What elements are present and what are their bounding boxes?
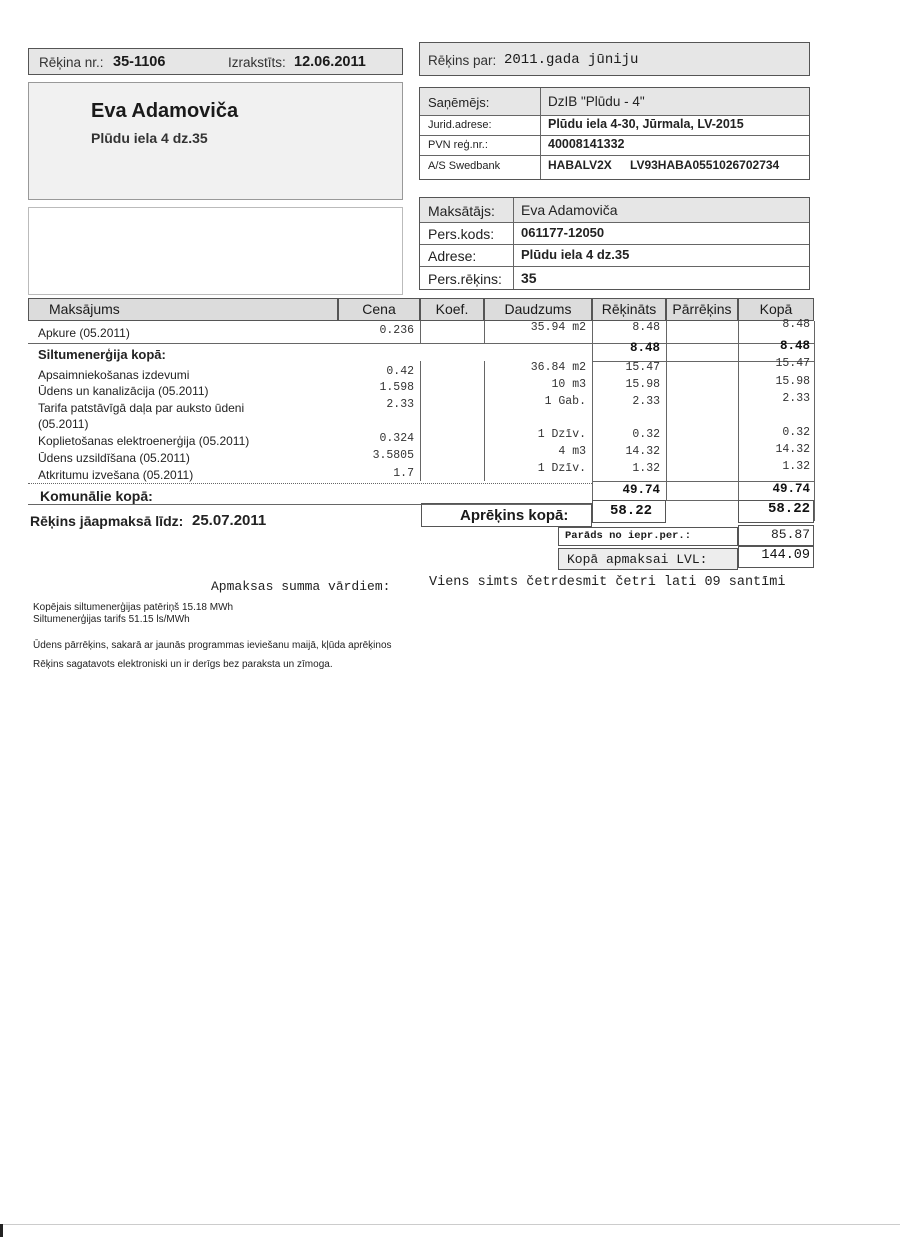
payer-address-label: Adrese: xyxy=(428,248,477,264)
recipient-block xyxy=(419,87,810,180)
scan-edge-line xyxy=(0,1224,900,1225)
row-heating-price: 0.236 xyxy=(379,324,414,337)
customer-box xyxy=(28,82,403,200)
row-electricity-name: Koplietošanas elektroenerģija (05.2011) xyxy=(38,434,250,448)
row-electricity-total: 0.32 xyxy=(782,426,810,439)
recipient-label: Saņēmējs: xyxy=(428,95,490,110)
utilities-total-label: Komunālie kopā: xyxy=(40,488,153,504)
row-fixed-tariff-price: 2.33 xyxy=(386,398,414,411)
account-label: Pers.rēķins: xyxy=(428,271,502,287)
personal-code-label: Pers.kods: xyxy=(428,226,495,242)
row-electricity-price: 0.324 xyxy=(379,432,414,445)
personal-code: 061177-12050 xyxy=(521,225,605,240)
blank-address-box xyxy=(28,207,403,295)
bank-account: LV93HABA0551026702734 xyxy=(630,158,780,172)
due-date: 25.07.2011 xyxy=(192,512,267,529)
calc-total-billed: 58.22 xyxy=(609,503,652,519)
row-water-total: 15.98 xyxy=(775,375,810,388)
col-header-payment: Maksājums xyxy=(28,298,338,321)
row-waste-name: Atkritumu izvešana (05.2011) xyxy=(38,468,194,482)
customer-address: Plūdu iela 4 dz.35 xyxy=(91,130,208,146)
payer-address: Plūdu iela 4 dz.35 xyxy=(521,247,630,262)
issued-date: 12.06.2011 xyxy=(294,54,366,70)
period-label: Rēķins par: xyxy=(428,53,497,68)
row-heating-billed: 8.48 xyxy=(632,321,660,334)
pay-total: 144.09 xyxy=(761,548,810,563)
invoice-number: 35-1106 xyxy=(113,54,166,70)
invoice-header-bar xyxy=(28,48,403,75)
utilities-total-billed: 49.74 xyxy=(622,483,660,497)
period-value: 2011.gada jūniju xyxy=(504,52,639,68)
row-management-billed: 15.47 xyxy=(625,361,660,374)
row-water-price: 1.598 xyxy=(379,381,414,394)
row-water-heating-billed: 14.32 xyxy=(625,445,660,458)
row-waste-qty: 1 Dzīv. xyxy=(537,462,586,475)
legal-address: Plūdu iela 4-30, Jūrmala, LV-2015 xyxy=(548,117,744,131)
words-label: Apmaksas summa vārdiem: xyxy=(211,579,391,594)
row-fixed-tariff-billed: 2.33 xyxy=(632,395,660,408)
row-management-total: 15.47 xyxy=(775,357,810,370)
payer-block xyxy=(419,197,810,290)
calc-total-box xyxy=(421,503,592,527)
row-waste-total: 1.32 xyxy=(782,460,810,473)
col-header-price: Cena xyxy=(338,298,420,321)
row-water-heating-qty: 4 m3 xyxy=(558,445,586,458)
account-number: 35 xyxy=(521,270,537,286)
debt-label: Parāds no iepr.per.: xyxy=(565,530,692,542)
row-waste-price: 1.7 xyxy=(393,467,414,480)
col-header-billed: Rēķināts xyxy=(592,298,666,321)
row-water-billed: 15.98 xyxy=(625,378,660,391)
col-header-quantity: Daudzums xyxy=(484,298,592,321)
row-water-heating-total: 14.32 xyxy=(775,443,810,456)
col-header-coef: Koef. xyxy=(420,298,484,321)
bank-label: A/S Swedbank xyxy=(428,160,501,172)
row-heating-name: Apkure (05.2011) xyxy=(38,326,130,340)
calc-total: 58.22 xyxy=(767,501,810,517)
pay-total-label-box xyxy=(558,548,738,570)
row-fixed-tariff-period: (05.2011) xyxy=(38,417,89,431)
pay-total-label: Kopā apmaksai LVL: xyxy=(567,552,708,567)
debt-value: 85.87 xyxy=(770,527,810,542)
words-value: Viens simts četrdesmit četri lati 09 santīmi xyxy=(429,575,786,590)
legal-address-label: Jurid.adrese: xyxy=(428,119,492,131)
row-water-heating-price: 3.5805 xyxy=(372,449,414,462)
note-tariff: Siltumenerģijas tarifs 51.15 ls/MWh xyxy=(33,614,190,625)
row-heating-total: 8.48 xyxy=(782,318,810,331)
payer-label: Maksātājs: xyxy=(428,203,495,219)
scan-edge-mark xyxy=(0,1224,3,1237)
row-water-name: Ūdens un kanalizācija (05.2011) xyxy=(38,384,209,398)
issued-label: Izrakstīts: xyxy=(228,55,286,70)
note-electronic: Rēķins sagatavots elektroniski un ir derīgs bez paraksta un zīmoga. xyxy=(33,659,333,670)
bank-code: HABALV2X xyxy=(548,158,612,172)
row-fixed-tariff-total: 2.33 xyxy=(782,392,810,405)
customer-name: Eva Adamoviča xyxy=(91,100,239,122)
row-electricity-billed: 0.32 xyxy=(632,428,660,441)
vat-number: 40008141332 xyxy=(548,137,625,151)
due-label: Rēķins jāapmaksā līdz: xyxy=(30,513,184,529)
row-water-qty: 10 m3 xyxy=(551,378,586,391)
col-header-total: Kopā xyxy=(738,298,814,321)
row-management-price: 0.42 xyxy=(386,365,414,378)
col-header-recalc: Pārrēķins xyxy=(666,298,738,321)
row-water-heating-name: Ūdens uzsildīšana (05.2011) xyxy=(38,451,190,465)
utilities-total: 49.74 xyxy=(772,482,810,496)
invoice-period-bar xyxy=(419,42,810,76)
heat-total-billed: 8.48 xyxy=(629,341,660,355)
row-waste-billed: 1.32 xyxy=(632,462,660,475)
row-management-qty: 36.84 m2 xyxy=(530,361,586,374)
recipient-name: DzIB "Plūdu - 4" xyxy=(548,94,645,109)
calc-total-label: Aprēķins kopā: xyxy=(460,507,569,524)
note-consumption: Kopējais siltumenerģijas patēriņš 15.18 MWh xyxy=(33,602,234,613)
invoice-number-label: Rēķina nr.: xyxy=(39,55,104,70)
row-electricity-qty: 1 Dzīv. xyxy=(537,428,586,441)
debt-label-box xyxy=(558,527,738,546)
note-recalc: Ūdens pārrēķins, sakarā ar jaunās programmas ieviešanu maijā, kļūda aprēķinos xyxy=(33,640,392,651)
payer-name: Eva Adamoviča xyxy=(521,202,618,218)
heat-total: 8.48 xyxy=(779,339,810,353)
vat-label: PVN reģ.nr.: xyxy=(428,139,488,151)
row-management-name: Apsaimniekošanas izdevumi xyxy=(38,368,190,382)
heat-total-label: Siltumenerģija kopā: xyxy=(38,347,166,362)
row-fixed-tariff-name: Tarifa patstāvīgā daļa par auksto ūdeni xyxy=(38,401,245,415)
row-heating-qty: 35.94 m2 xyxy=(530,321,586,334)
row-fixed-tariff-qty: 1 Gab. xyxy=(544,395,586,408)
